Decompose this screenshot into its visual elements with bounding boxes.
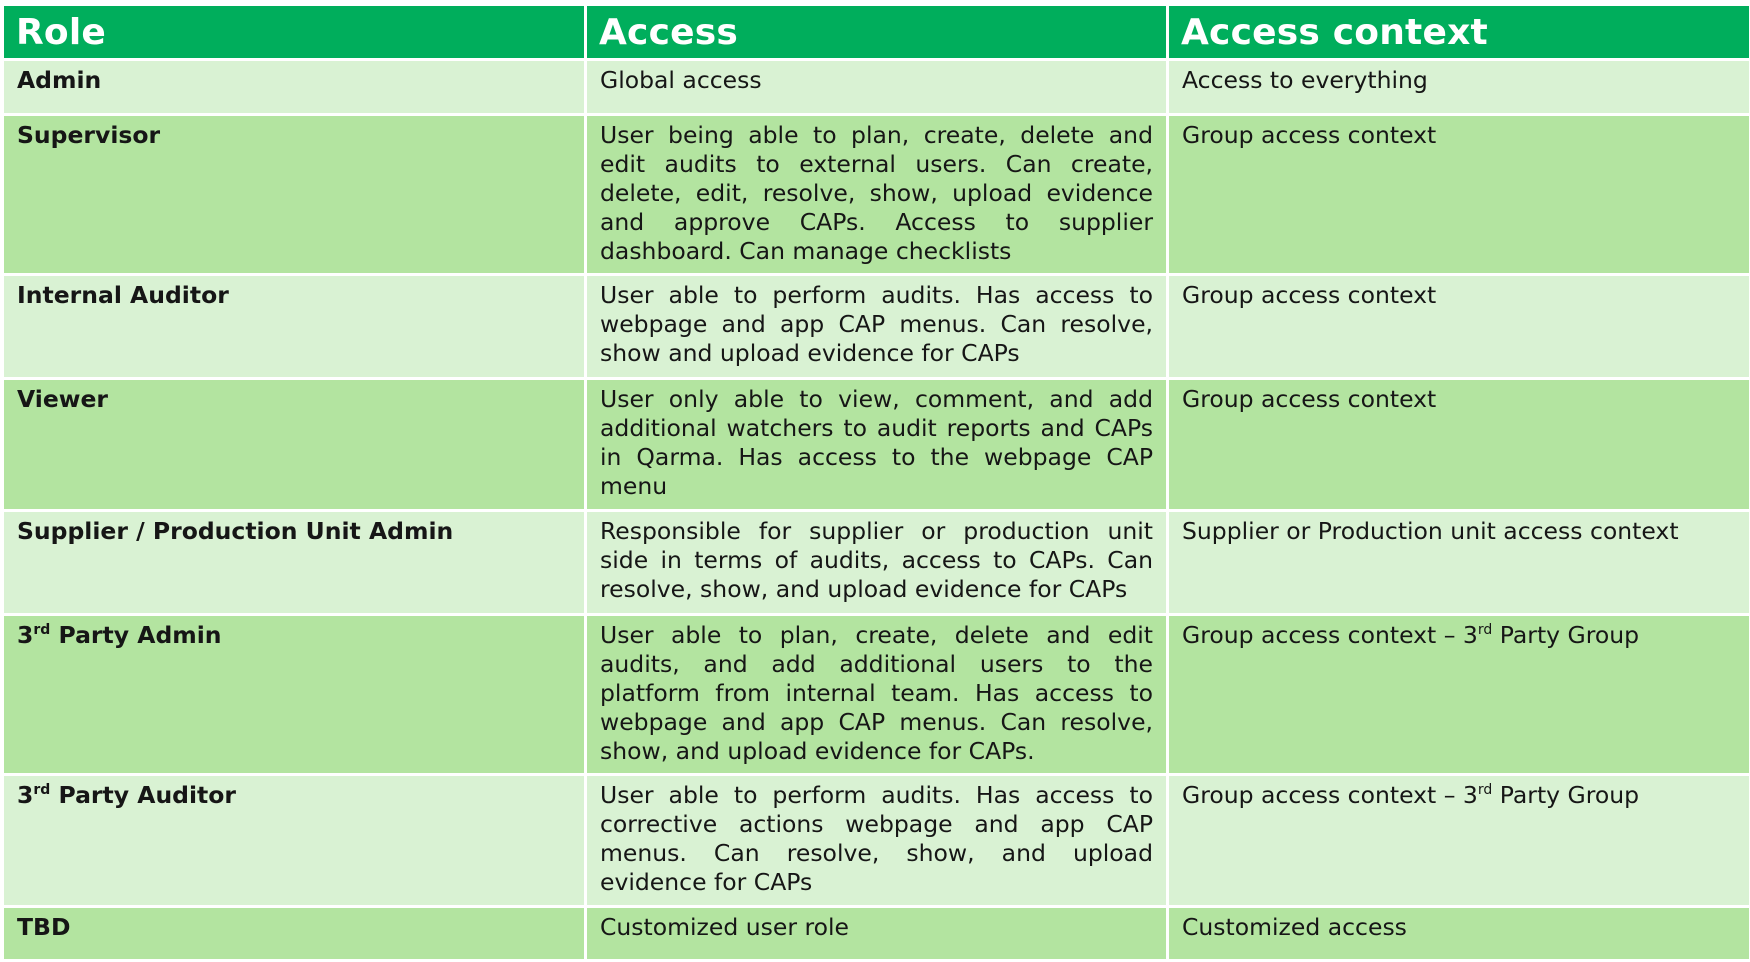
- access-cell: User being able to plan, create, delete and edit audits to external users. Can create, delete, edit, resolve, show, upload evidence and approve CAPs. Access to supplier dashboard. Can manage checklists: [587, 116, 1166, 273]
- role-cell: Internal Auditor: [4, 276, 584, 377]
- role-ordinal: rd: [33, 782, 51, 798]
- table-row-third-party-admin: [4, 616, 1749, 773]
- access-cell: User able to perform audits. Has access to corrective actions webpage and app CAP menus. Can resolve, show, and upload evidence for CAPs: [587, 776, 1166, 905]
- context-prefix: Group access context – 3: [1182, 781, 1478, 809]
- table-row-supervisor: [4, 116, 1749, 273]
- table-header-row: [4, 6, 1749, 58]
- role-cell: Admin: [4, 61, 584, 113]
- role-cell: Supplier / Production Unit Admin: [4, 512, 584, 613]
- access-cell: User able to plan, create, delete and edit audits, and add additional users to the platform from internal team. Has access to webpage and app CAP menus. Can resolve, show, and upload evidence for CAPs.: [587, 616, 1166, 773]
- table-row-tbd: [4, 908, 1749, 959]
- role-cell: Viewer: [4, 380, 584, 509]
- access-context-cell: [1169, 776, 1749, 905]
- role-name: Party Admin: [50, 621, 222, 649]
- role-name: Party Auditor: [50, 781, 237, 809]
- table-row-internal-auditor: [4, 276, 1749, 377]
- header-access: Access: [587, 6, 1166, 58]
- context-suffix: Party Group: [1492, 781, 1640, 809]
- access-context-cell: Group access context: [1169, 380, 1749, 509]
- access-cell: Global access: [587, 61, 1166, 113]
- context-ordinal: rd: [1477, 782, 1493, 798]
- access-context-cell: [1169, 616, 1749, 773]
- role-cell: [4, 776, 584, 905]
- role-cell: TBD: [4, 908, 584, 959]
- context-ordinal: rd: [1477, 622, 1493, 638]
- table-row-admin: [4, 61, 1749, 113]
- table-row-third-party-auditor: [4, 776, 1749, 905]
- access-context-cell: Group access context: [1169, 276, 1749, 377]
- role-number: 3: [17, 781, 34, 809]
- header-role: Role: [4, 6, 584, 58]
- access-context-cell: Supplier or Production unit access context: [1169, 512, 1749, 613]
- context-suffix: Party Group: [1492, 621, 1640, 649]
- role-number: 3: [17, 621, 34, 649]
- access-context-cell: Access to everything: [1169, 61, 1749, 113]
- access-context-cell: Customized access: [1169, 908, 1749, 959]
- access-cell: Responsible for supplier or production unit side in terms of audits, access to CAPs. Can resolve, show, and upload evidence for CAPs: [587, 512, 1166, 613]
- context-prefix: Group access context – 3: [1182, 621, 1478, 649]
- role-cell: Supervisor: [4, 116, 584, 273]
- table-row-viewer: [4, 380, 1749, 509]
- access-cell: User only able to view, comment, and add additional watchers to audit reports and CAPs in Qarma. Has access to the webpage CAP menu: [587, 380, 1166, 509]
- table-row-supplier-admin: [4, 512, 1749, 613]
- role-ordinal: rd: [33, 622, 51, 638]
- roles-access-table: [1, 3, 1750, 962]
- access-cell: Customized user role: [587, 908, 1166, 959]
- access-context-cell: Group access context: [1169, 116, 1749, 273]
- header-access-context: Access context: [1169, 6, 1749, 58]
- role-cell: [4, 616, 584, 773]
- access-cell: User able to perform audits. Has access to webpage and app CAP menus. Can resolve, show and upload evidence for CAPs: [587, 276, 1166, 377]
